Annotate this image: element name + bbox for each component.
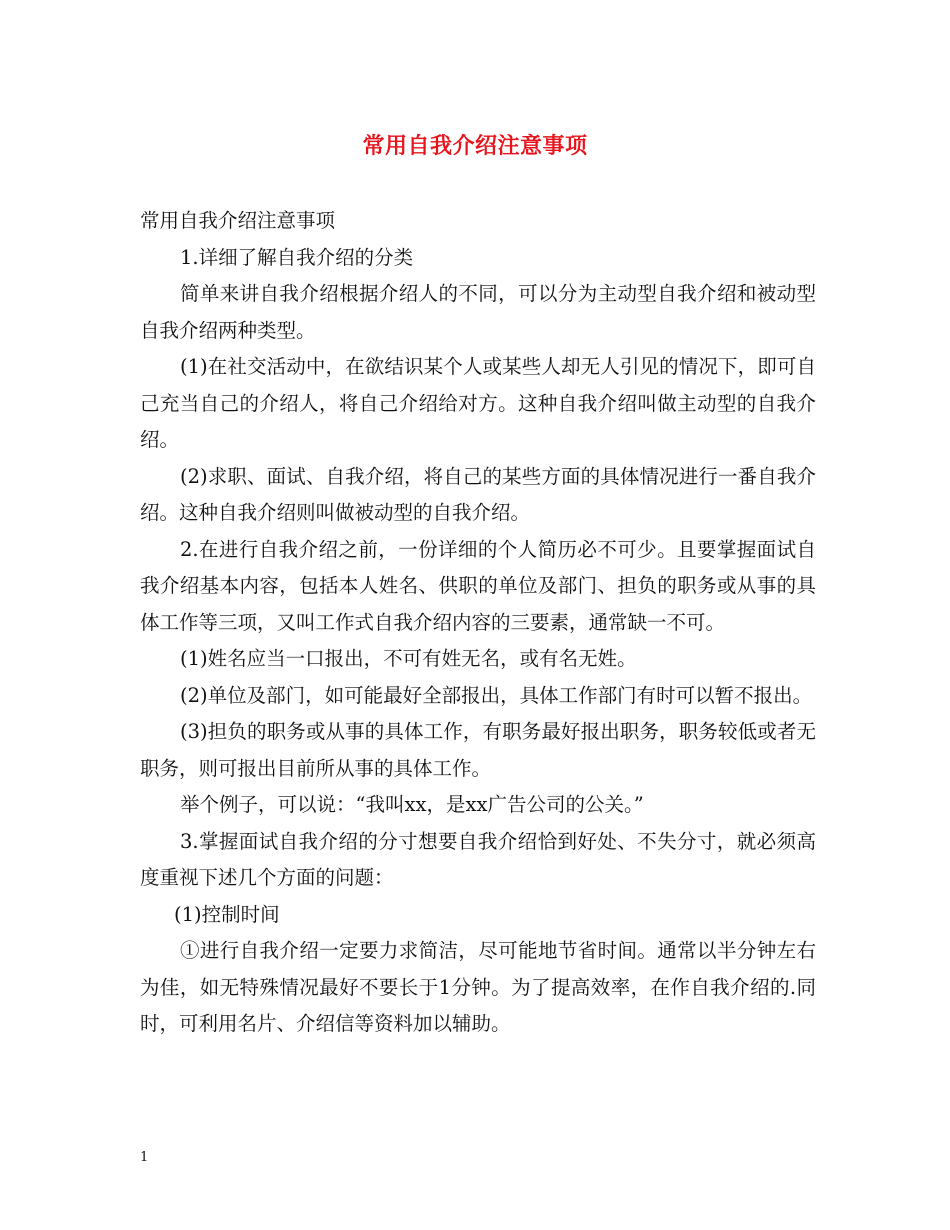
paragraph-section-1: 1.详细了解自我介绍的分类 <box>180 245 414 269</box>
paragraph: (3)担负的职务或从事的具体工作，有职务最好报出职务，职务较低或者无职务，则可报出目前所从事的具体工作。 <box>140 720 816 780</box>
paragraph: (1)姓名应当一口报出，不可有姓无名，或有名无姓。 <box>180 647 637 670</box>
paragraph-heading: 常用自我介绍注意事项 <box>140 209 336 232</box>
document-title: 常用自我介绍注意事项 <box>362 133 588 159</box>
paragraph: (1)在社交活动中，在欲结识某个人或某些人却无人引见的情况下，即可自己充当自己的介绍人，将自己介绍给对方。这种自我介绍叫做主动型的自我介绍。 <box>140 355 816 451</box>
document-body <box>140 203 816 1043</box>
page-number: 1 <box>140 1150 149 1165</box>
paragraph-section-3: 3.掌握面试自我介绍的分寸想要自我介绍恰到好处、不失分寸，就必须高度重视下述几个方面的问题： <box>140 829 816 889</box>
paragraph-subheading: (1)控制时间 <box>174 902 280 926</box>
paragraph: 简单来讲自我介绍根据介绍人的不同，可以分为主动型自我介绍和被动型自我介绍两种类型。 <box>140 282 816 342</box>
paragraph: (2)求职、面试、自我介绍，将自己的某些方面的具体情况进行一番自我介绍。这种自我介绍则叫做被动型的自我介绍。 <box>140 464 816 524</box>
paragraph-section-2: 2.在进行自我介绍之前，一份详细的个人简历必不可少。且要掌握面试自我介绍基本内容，包括本人姓名、供职的单位及部门、担负的职务或从事的具体工作等三项，又叫工作式自我介绍内容的三要素，通常缺一不可。 <box>140 537 816 634</box>
paragraph: (2)单位及部门，如可能最好全部报出，具体工作部门有时可以暂不报出。 <box>180 683 813 707</box>
paragraph: 举个例子，可以说：“我叫xx，是xx广告公司的公关。” <box>180 793 644 816</box>
paragraph: ①进行自我介绍一定要力求简洁，尽可能地节省时间。通常以半分钟左右为佳，如无特殊情况最好不要长于1分钟。为了提高效率，在作自我介绍的.同时，可利用名片、介绍信等资料加以辅助。 <box>140 939 816 1035</box>
